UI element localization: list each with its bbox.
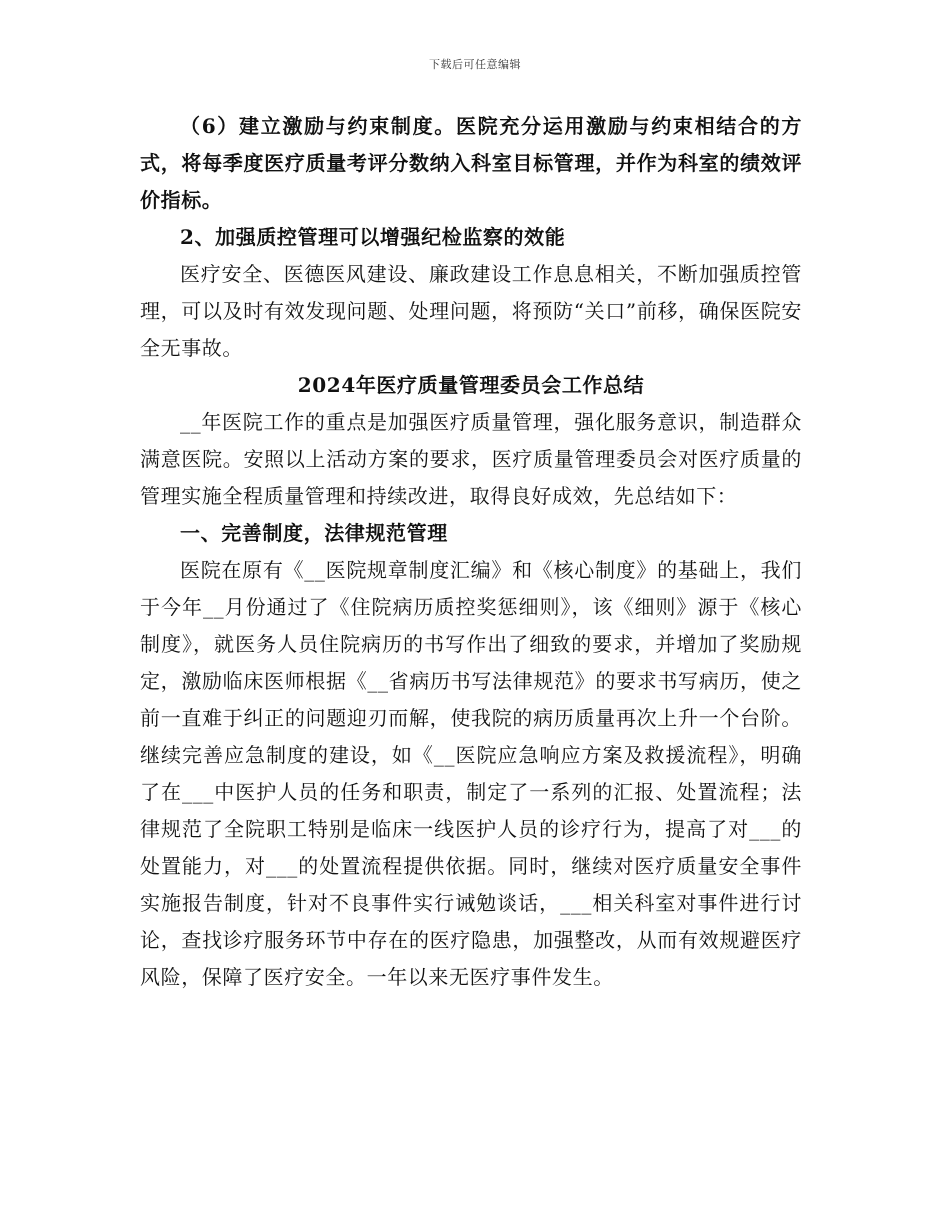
paragraph-improve-system: 医院在原有《__医院规章制度汇编》和《核心制度》的基础上，我们于今年__月份通过了《住院病历质控奖惩细则》，该《细则》源于《核心制度》，就医务人员住院病历的书写作出了细致的要求，并增加了奖励规定，激励临床医师根据《__省病历书写法律规范》的要求书写病历，使之前一直难于纠正的问题迎刃而解，使我院的病历质量再次上升一个台阶。继续完善应急制度的建设，如《__医院应急响应方案及救援流程》，明确了在___中医护人员的任务和职责，制定了一系列的汇报、处置流程；法律规范了全院职工特别是临床一线医护人员的诊疗行为，提高了对___的处置能力，对___的处置流程提供依据。同时，继续对医疗质量安全事件实施报告制度，针对不良事件实行诫勉谈话，___相关科室对事件进行讨论，查找诊疗服务环节中存在的医疗隐患，加强整改，从而有效规避医疗风险，保障了医疗安全。一年以来无医疗事件发生。 [140, 558, 802, 989]
paragraph-quality-control: 医疗安全、医德医风建设、廉政建设工作息息相关，不断加强质控管理，可以及时有效发现问题、处理问题，将预防“关口”前移，确保医院安全无事故。 [140, 262, 802, 360]
section-heading-quality-control: 2、加强质控管理可以增强纪检监察的效能 [180, 225, 566, 249]
page-header: 下载后可任意编辑 [429, 58, 521, 71]
paragraph-intro: __年医院工作的重点是加强医疗质量管理，强化服务意识，制造群众满意医院。安照以上活动方案的要求，医疗质量管理委员会对医疗质量的管理实施全程质量管理和持续改进，取得良好成效，先总结如下： [140, 410, 802, 508]
document-title: 2024年医疗质量管理委员会工作总结 [297, 373, 645, 397]
paragraph-incentive-system: （6）建立激励与约束制度。医院充分运用激励与约束相结合的方式，将每季度医疗质量考评分数纳入科室目标管理，并作为科室的绩效评价指标。 [140, 114, 802, 212]
section-heading-improve-system: 一、完善制度，法律规范管理 [180, 521, 448, 545]
document-body [140, 108, 802, 996]
